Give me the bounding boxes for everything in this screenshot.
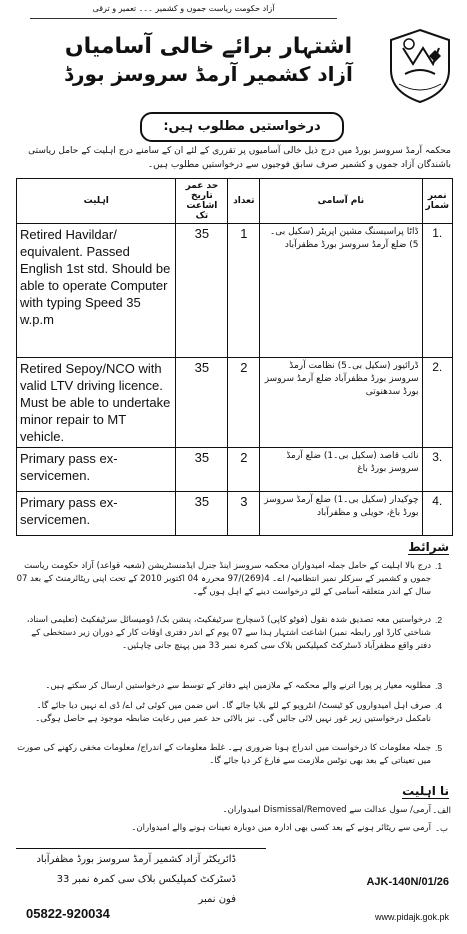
ineligibility-text: آرمی سے ریٹائر ہونے کے بعد کسی بھی ادارہ میں دوبارہ تعینات ہونے والے امیدواران۔ [131, 823, 431, 833]
table-row [17, 492, 453, 536]
qualification-cell: Retired Havildar/ equivalent. Passed English 1st std. Should be able to operate Computer with typing Speed 35 w.p.m [17, 224, 176, 358]
condition-item [16, 614, 451, 676]
header-qualification: اہلیت [17, 179, 176, 224]
condition-item [16, 700, 451, 738]
condition-item [16, 742, 451, 780]
conditions-heading: شرائط [408, 540, 449, 554]
condition-item [16, 560, 451, 610]
condition-text: مطلوبہ معیار پر پورا اترنے والے محکمہ کے ملازمین اپنے دفاتر کے توسط سے درخواستیں ارسال کر سکتے ہیں۔ [45, 681, 431, 691]
age-limit-cell: 35 [176, 224, 228, 358]
condition-text: صرف اہل امیدواروں کو ٹیسٹ/ انٹرویو کے لئے بلایا جائے گا۔ اس ضمن میں کوئی ٹی اے/ ڈی اے نہیں دیا جائے گا۔ نامکمل درخواستیں زیر غور نہیں لائی جائیں گی۔ نیز بالائی حد عمر میں رعایت ضابطہ موجود ہے حاصل ہوگی۔ [35, 701, 431, 724]
header-serial: نمبر شمار [422, 179, 452, 224]
ineligibility-number: الف۔ [432, 805, 451, 815]
condition-number: 2. [435, 615, 443, 625]
signature-address: ڈسٹرکٹ کمپلیکس بلاک سی کمرہ نمبر 33 [56, 874, 236, 885]
serial-cell: 3. [422, 448, 452, 492]
intro-paragraph: محکمہ آرمڈ سروسز بورڈ میں درج ذیل خالی آسامیوں پر تقرری کے لئے ان کے سامنے درج اہلیت کے حامل ریاستی باشندگان آزاد جموں و کشمیر صرف سابق فوجیوں سے درخواستیں مطلوب ہیں۔ [28, 146, 451, 170]
ineligibility-item [16, 804, 451, 820]
condition-number: 4. [435, 701, 443, 711]
condition-text: درج بالا اہلیت کے حامل جملہ امیدواران محکمہ سروسز اینڈ جنرل ایڈمنسٹریشن (شعبہ قواعد) آزاد حکومت ریاست جموں و کشمیر کے سرکلر نمبر انتظامیہ/ اے۔ 4(269)/97 محررہ 04 اکتوبر 2010 کے تحت اپنی ریٹائرمنٹ کے بعد 07 سال کے اندر متعلقہ آسامی کے لئے درخواست دینے کے اہل ہوں گے۔ [16, 561, 431, 597]
quantity-cell: 1 [228, 224, 260, 358]
condition-item [16, 680, 451, 696]
table-row [17, 224, 453, 358]
age-limit-cell: 35 [176, 448, 228, 492]
posts-table [16, 178, 453, 536]
table-header-row [17, 179, 453, 224]
header-quantity: تعداد [228, 179, 260, 224]
serial-cell: 4. [422, 492, 452, 536]
post-name-cell: چوکیدار (سکیل بی۔1) ضلع آرمڈ سروسز بورڈ باغ، حویلی و مظفرآباد [260, 492, 422, 536]
condition-number: 5. [435, 743, 443, 753]
post-name-cell: نائب قاصد (سکیل بی۔1) ضلع آرمڈ سروسز بورڈ باغ [260, 448, 422, 492]
condition-text: جملہ معلومات کا درخواست میں اندراج ہونا ضروری ہے۔ غلط معلومات کے اندراج/ معلومات مخفی رکھنے کی صورت میں تعیناتی کے بعد بھی نوٹس ملازمت سے فارغ کر دیا جائے گا۔ [17, 743, 431, 766]
ineligibility-text: آرمی/ سول عدالت سے Dismissal/Removed امیدواران۔ [222, 805, 431, 815]
ineligibility-item [16, 822, 451, 838]
qualification-cell: Primary pass ex-servicemen. [17, 448, 176, 492]
post-name-cell: ڈاٹا پراسیسنگ مشین اپریٹر (سکیل بی۔5) ضلع آرمڈ سروسز بورڈ مظفرآباد [260, 224, 422, 358]
serial-cell: 2. [422, 358, 452, 448]
phone-label: فون نمبر [198, 894, 236, 905]
phone-number: 05822-920034 [26, 906, 110, 921]
signature-divider [16, 848, 266, 849]
website-link[interactable]: www.pidajk.gok.pk [374, 912, 449, 922]
ajk-emblem-icon [385, 26, 455, 106]
serial-cell: 1. [422, 224, 452, 358]
condition-number: 3. [435, 681, 443, 691]
qualification-cell: Retired Sepoy/NCO with valid LTV driving licence. Must be able to undertake minor repair to MT vehicle. [17, 358, 176, 448]
header-strip: آزاد حکومت ریاست جموں و کشمیر ۔۔۔ تعمیر و ترقی [30, 4, 337, 19]
quantity-cell: 2 [228, 358, 260, 448]
advert-subtitle: آزاد کشمیر آرمڈ سروسز بورڈ [64, 62, 353, 86]
header-age-limit: حد عمر تاریخ اشاعت تک [176, 179, 228, 224]
post-name-cell: ڈرائیور (سکیل بی۔5) نظامت آرمڈ سروسز بورڈ مظفرآباد ضلع آرمڈ سروسز بورڈ سدھنوتی [260, 358, 422, 448]
condition-text: درخواستیں معہ تصدیق شدہ نقول (فوٹو کاپی) ڈسچارج سرٹیفکیٹ، پنشن بک/ ڈومیسائل سرٹیفکیٹ (تعلیمی اسناد، شناختی کارڈ اور رابطہ نمبر) اشاعت اشتہار ہذا سے 07 یوم کے اندر دفتری اوقات کار کے دوران زیر دستخطی کے دفتر واقع مظفرآباد ڈسٹرکٹ کمپلیکس بلاک سی کمرہ نمبر 33 میں پہنچ جانی چاہئیں۔ [26, 615, 431, 651]
quantity-cell: 3 [228, 492, 260, 536]
age-limit-cell: 35 [176, 358, 228, 448]
condition-number: 1. [435, 561, 443, 571]
ineligibility-heading: نا اہلیت [402, 784, 449, 798]
table-row [17, 358, 453, 448]
reference-number: AJK-140N/01/26 [366, 876, 449, 888]
header-post-name: نام آسامی [260, 179, 422, 224]
signature-title: ڈائریکٹر آزاد کشمیر آرمڈ سروسز بورڈ مظفرآباد [36, 854, 236, 865]
table-row [17, 448, 453, 492]
quantity-cell: 2 [228, 448, 260, 492]
ineligibility-number: ب۔ [435, 823, 448, 833]
advert-title: اشتہار برائے خالی آسامیاں [64, 34, 353, 59]
qualification-cell: Primary pass ex-servicemen. [17, 492, 176, 536]
age-limit-cell: 35 [176, 492, 228, 536]
applications-required-heading: درخواستیں مطلوب ہیں: [140, 112, 344, 142]
